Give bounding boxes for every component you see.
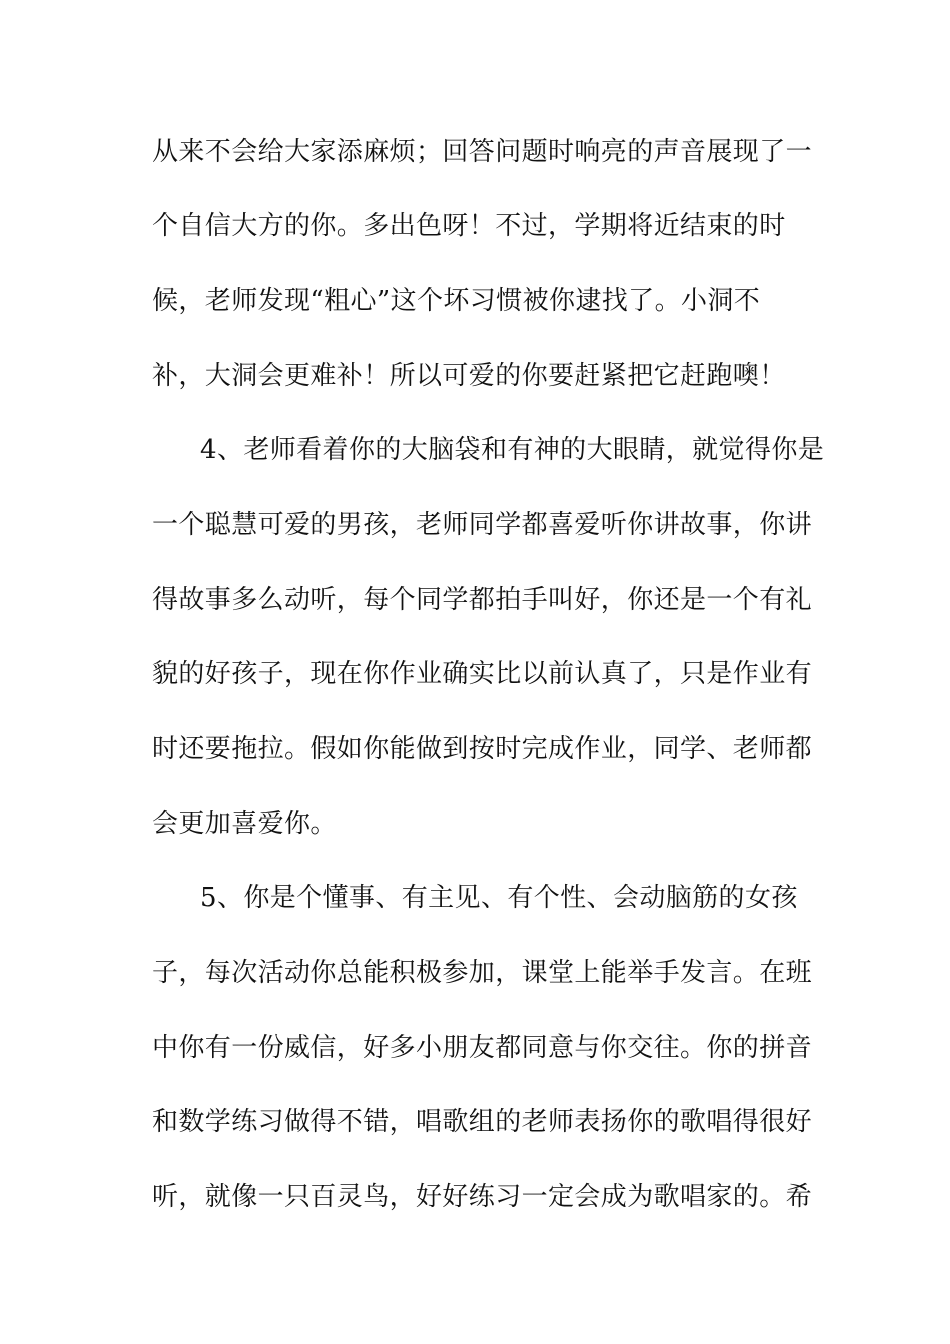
text-line: 中你有一份威信，好多小朋友都同意与你交往。你的拼音 <box>152 1033 813 1063</box>
text-line: 子，每次活动你总能积极参加，课堂上能举手发言。在班 <box>152 958 813 988</box>
text-line: 会更加喜爱你。 <box>152 809 337 839</box>
text-line: 补，大洞会更难补！所以可爱的你要赶紧把它赶跑噢！ <box>152 361 786 391</box>
text-line: 得故事多么动听，每个同学都拍手叫好，你还是一个有礼 <box>152 585 813 615</box>
text-line: 和数学练习做得不错，唱歌组的老师表扬你的歌唱得很好 <box>152 1107 813 1137</box>
text-line: 从来不会给大家添麻烦；回答问题时响亮的声音展现了一 <box>152 137 813 167</box>
text-line: 一个聪慧可爱的男孩，老师同学都喜爱听你讲故事，你讲 <box>152 510 813 540</box>
text-line: 时还要拖拉。假如你能做到按时完成作业，同学、老师都 <box>152 734 813 764</box>
paragraph-5-first-line: 5、你是个懂事、有主见、有个性、会动脑筋的女孩 <box>200 883 798 913</box>
text-line: 个自信大方的你。多出色呀！不过，学期将近结束的时 <box>152 211 786 241</box>
paragraph-4-first-line: 4、老师看着你的大脑袋和有神的大眼睛，就觉得你是 <box>200 435 825 465</box>
text-line: 候，老师发现“粗心”这个坏习惯被你逮找了。小洞不 <box>152 286 761 316</box>
text-line: 貌的好孩子，现在你作业确实比以前认真了，只是作业有 <box>152 659 813 689</box>
text-line: 听，就像一只百灵鸟，好好练习一定会成为歌唱家的。希 <box>152 1182 813 1212</box>
